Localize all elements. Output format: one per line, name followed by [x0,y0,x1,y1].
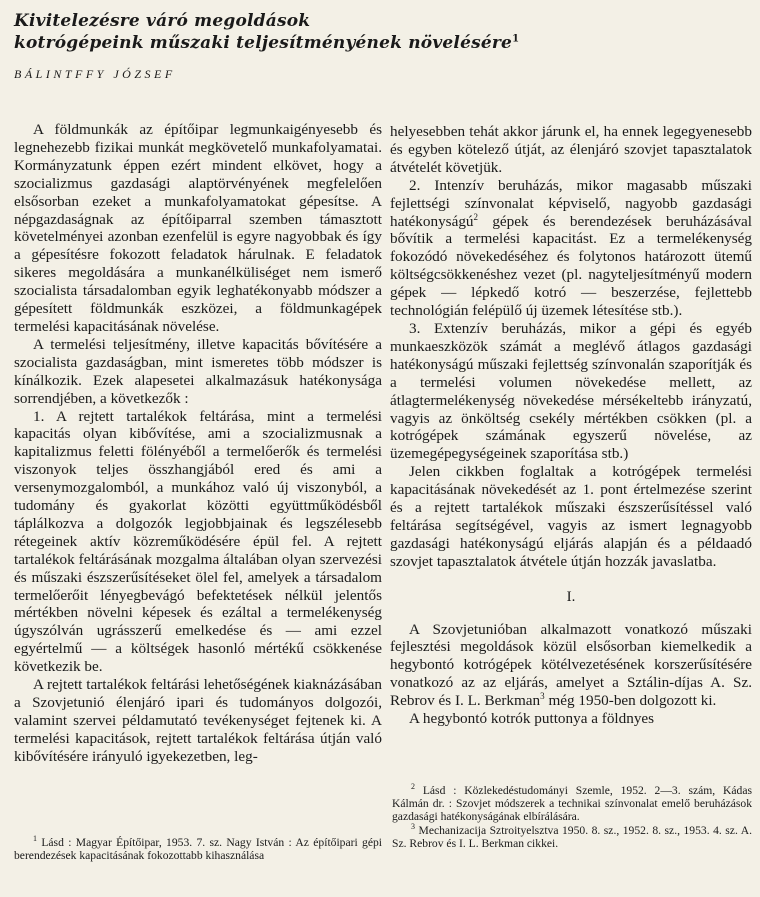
paragraph-text: 2. Intenzív beruházás, mikor magasabb műszaki fejlettségi színvonalat képviselő, nagyobb gazdasági hatékonyságú [390,176,752,230]
author-name: BÁLINTFFY JÓZSEF [14,67,176,81]
footnotes-right [392,784,752,850]
paragraph-text: gépek és berendezések beruházásával bővítik a termelési kapacitást. Ez a termelékenység fokozódó növekedéséhez és folytonos határozott ütemű költségcsökkenéshez vezet (pl. nagyteljesítményű modern gépek — lépkedő kotró — beszerzése, fejlettebb technológián felépülő új üzemek létesítése stb.). [390,212,752,320]
footnote [392,784,752,824]
footnote-text: Lásd : Közlekedéstudományi Szemle, 1952. 2—3. szám, Kádas Kálmán dr. : Szovjet módszerek a technikai színvonalat emelő beruházások gazdasági hatékonyságának elbírálására. [392,784,752,824]
footnote [392,821,752,850]
paragraph: A termelési teljesítmény, illetve kapacitás bővítésére a szocialista gazdaságban, mint ismeretes több módszer is kínálkozik. Ezek alapesetei alkalmazásuk hatékonysága sorrendjében, a következők : [14,335,382,407]
paragraph: helyesebben tehát akkor járunk el, ha ennek legegyenesebb és egyben kötelező útját, az élenjáró szovjet tapasztalatok átvételét követjük. [390,123,752,176]
footnote-text: Mechanizacija Sztroityelsztva 1950. 8. sz., 1952. 8. sz., 1953. 4. sz. A. Sz. Rebrov és I. L. Berkman cikkei. [392,823,752,850]
title-footnote-marker: 1 [512,33,520,45]
right-column [390,123,752,728]
article-title [14,10,614,54]
paragraph-text: A Szovjetunióban alkalmazott vonatkozó műszaki fejlesztési megoldások közül elsősorban kiemelkedik a hegybontó kotrógépek kötélvezetésének korszerűsítésére vonatkozó az az eljárás, amelyet a Sztálin-díjas A. Sz. Rebrov és I. L. Berkman [390,620,752,710]
paragraph: 1. A rejtett tartalékok feltárása, mint a termelési kapacitás olyan kibővítése, ami a szocializmusnak a kapitalizmus feletti fölényéből a termelőerők és termelési viszonyok teljes összhangjából ered és ami a versenymozgalomból, a munkához való új viszonyból, a tudomány és gyakorlat közötti együttműködésből táplálkozva a dolgozók legjobbjainak és legszélesebb rétegeinek aktív közreműködésére épül fel. A rejtett tartalékok feltárásának mozgalma általában olyan szervezési és műszaki észszerűsítéseket ölel fel, amelyek a társadalom termelőerőit lényegbevágó befektetések nélkül jelentős mértékben növelni képesek és ezáltal a termelékenység úgyszólván ugrásszerű emelkedése és — ami ezzel egyértelmű — a költségek hasonló mértékű csökkenése következik be. [14,407,382,676]
left-column [14,121,382,766]
footnote-number: 2 [411,782,415,792]
paragraph: A rejtett tartalékok feltárási lehetőségének kiaknázásában a Szovjetunió élenjáró ipari és tudományos dolgozói, valamint szervei példamutató tevékenységet fejtenek ki. A termelési kapacitások, rejtett tartalékok feltárása útján való kibővítésére irányuló igyekezetben, leg- [14,676,382,765]
footnote [14,836,382,862]
paragraph: A földmunkák az építőipar legmunkaigényesebb és legnehezebb fizikai munkát megkövetelő munkafolyamatai. Kormányzatunk éppen ezért mindent elkövet, hogy a szocializmus gazdasági alaptörvényének megfelelően elsősorban ezeket a munkafolyamatokat gépesítse. A népgazdaságnak az építőiparral szemben támasztott követelményei azonban ezenfelül is egyre nagyobbak és így a gépesítésre fokozott feladatok hárulnak. E feladatok sikeres megoldására a munkanélküliséget nem ismerő szocialista társadalomban egyik leghatékonyabb módszer a gépesített földmunkák eszközei, a földmunkagépek termelési kapacitásának növelése. [14,121,382,335]
paragraph [390,177,752,320]
footnote-marker: 3 [540,691,545,702]
footnote-number: 3 [411,821,415,831]
section-heading: I. [566,588,576,605]
footnotes-left [14,836,382,862]
paragraph: 3. Extenzív beruházás, mikor a gépi és egyéb munkaeszközök számát a meglévő átlagos gazdasági hatékonyságú műszaki fejlettség színvonalán szaporítják és a termelési volumen növekedése mellett, az átlagtermelékenység növekedése mérsékeltebb irányzatú, vagyis az önköltség csekély mértékben csökken (pl. a kotrógépek számának egyszerű növelése, az üzemegépegységeinek szaporítása stb.) [390,319,752,463]
footnote-number: 1 [33,834,37,844]
paragraph: A hegybontó kotrók puttonya a földnyes [409,710,655,728]
paragraph [390,621,752,711]
title-line-2: kotrógépeink műszaki teljesítményének növelésére [14,33,513,53]
footnote-text: Lásd : Magyar Építőipar, 1953. 7. sz. Nagy István : Az építőipari gépi berendezések kapacitásának fokozottabb kihasználása [14,836,382,863]
paragraph: Jelen cikkben foglaltak a kotrógépek termelési kapacitásának növekedését az 1. pont értelmezése szerint és a rejtett tartalékok műszaki észszerűsítéssel való feltárása segítségével, vagyis az ismert legnagyobb gazdasági hatékonyságú eljárás alapján és a példaadó szovjet tapasztalatok átvétele útján hozzák javaslatba. [390,463,752,570]
footnote-marker: 2 [473,211,479,222]
title-line-1: Kivitelezésre váró megoldások [14,11,311,31]
paragraph-text: még 1950-ben dolgozott ki. [544,692,717,710]
